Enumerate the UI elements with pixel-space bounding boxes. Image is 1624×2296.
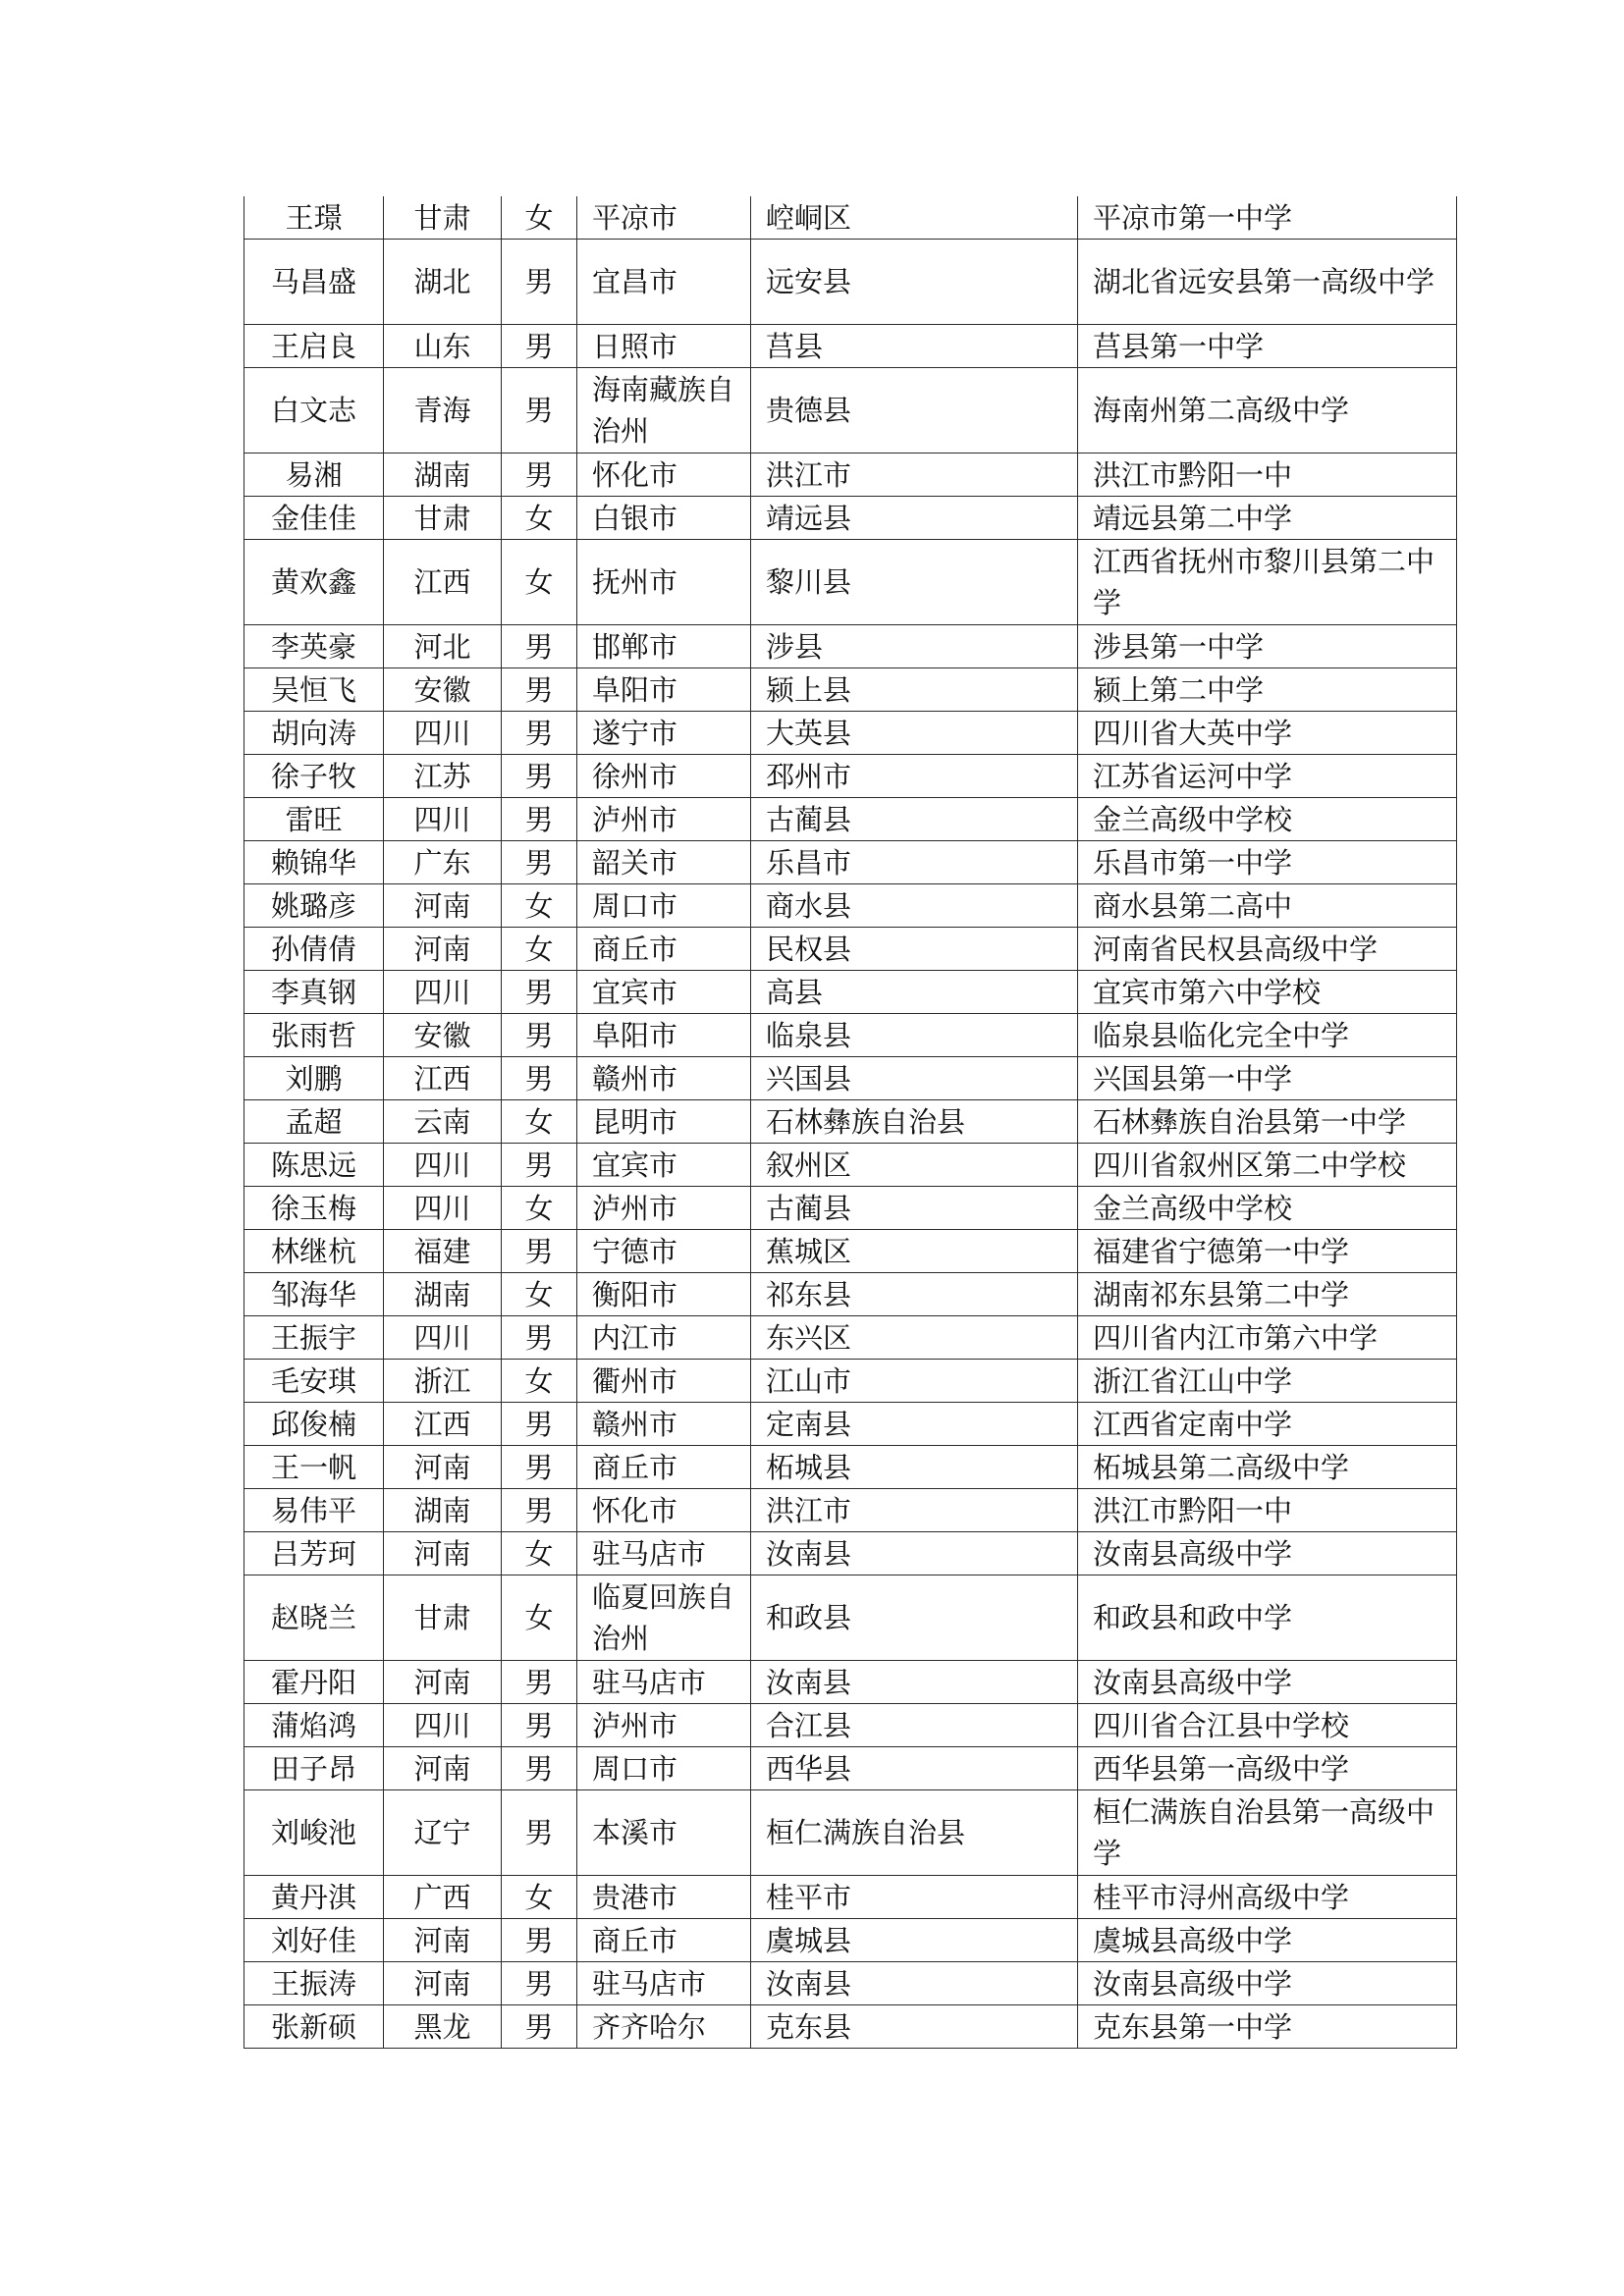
county-cell: 黎川县 xyxy=(751,540,1078,625)
gender-cell: 男 xyxy=(502,1230,577,1273)
county-cell: 蕉城区 xyxy=(751,1230,1078,1273)
county-cell: 桂平市 xyxy=(751,1876,1078,1919)
table-row xyxy=(244,2005,1457,2049)
city-cell: 泸州市 xyxy=(577,798,751,841)
name-cell: 王振宇 xyxy=(244,1316,384,1360)
gender-cell: 男 xyxy=(502,1790,577,1876)
city-cell: 徐州市 xyxy=(577,755,751,798)
city-cell: 平凉市 xyxy=(577,196,751,240)
city-cell: 驻马店市 xyxy=(577,1661,751,1704)
province-cell: 河南 xyxy=(384,1919,502,1962)
county-cell: 合江县 xyxy=(751,1704,1078,1747)
city-cell: 海南藏族自治州 xyxy=(577,368,751,454)
province-cell: 甘肃 xyxy=(384,1575,502,1661)
table-row xyxy=(244,1919,1457,1962)
gender-cell: 女 xyxy=(502,1360,577,1403)
county-cell: 古蔺县 xyxy=(751,1187,1078,1230)
table-row xyxy=(244,1100,1457,1144)
province-cell: 福建 xyxy=(384,1230,502,1273)
table-row xyxy=(244,1876,1457,1919)
school-cell: 金兰高级中学校 xyxy=(1078,1187,1457,1230)
table-row xyxy=(244,928,1457,971)
name-cell: 邹海华 xyxy=(244,1273,384,1316)
school-cell: 莒县第一中学 xyxy=(1078,325,1457,368)
city-cell: 怀化市 xyxy=(577,1489,751,1532)
name-cell: 易伟平 xyxy=(244,1489,384,1532)
county-cell: 商水县 xyxy=(751,884,1078,928)
county-cell: 西华县 xyxy=(751,1747,1078,1790)
school-cell: 四川省内江市第六中学 xyxy=(1078,1316,1457,1360)
gender-cell: 男 xyxy=(502,1661,577,1704)
school-cell: 四川省合江县中学校 xyxy=(1078,1704,1457,1747)
table-row xyxy=(244,841,1457,884)
name-cell: 吴恒飞 xyxy=(244,668,384,712)
county-cell: 靖远县 xyxy=(751,497,1078,540)
city-cell: 阜阳市 xyxy=(577,668,751,712)
gender-cell: 男 xyxy=(502,1057,577,1100)
school-cell: 洪江市黔阳一中 xyxy=(1078,1489,1457,1532)
table-row xyxy=(244,1661,1457,1704)
school-cell: 海南州第二高级中学 xyxy=(1078,368,1457,454)
province-cell: 四川 xyxy=(384,971,502,1014)
city-cell: 宁德市 xyxy=(577,1230,751,1273)
province-cell: 广西 xyxy=(384,1876,502,1919)
county-cell: 民权县 xyxy=(751,928,1078,971)
county-cell: 贵德县 xyxy=(751,368,1078,454)
school-cell: 兴国县第一中学 xyxy=(1078,1057,1457,1100)
table-row xyxy=(244,1273,1457,1316)
table-row xyxy=(244,540,1457,625)
province-cell: 安徽 xyxy=(384,1014,502,1057)
county-cell: 汝南县 xyxy=(751,1532,1078,1575)
gender-cell: 男 xyxy=(502,971,577,1014)
county-cell: 和政县 xyxy=(751,1575,1078,1661)
province-cell: 湖南 xyxy=(384,1489,502,1532)
city-cell: 衡阳市 xyxy=(577,1273,751,1316)
gender-cell: 女 xyxy=(502,1100,577,1144)
province-cell: 江西 xyxy=(384,1403,502,1446)
province-cell: 四川 xyxy=(384,712,502,755)
name-cell: 林继杭 xyxy=(244,1230,384,1273)
province-cell: 河南 xyxy=(384,1446,502,1489)
gender-cell: 男 xyxy=(502,798,577,841)
county-cell: 东兴区 xyxy=(751,1316,1078,1360)
name-cell: 吕芳珂 xyxy=(244,1532,384,1575)
gender-cell: 女 xyxy=(502,1532,577,1575)
county-cell: 克东县 xyxy=(751,2005,1078,2049)
school-cell: 河南省民权县高级中学 xyxy=(1078,928,1457,971)
school-cell: 平凉市第一中学 xyxy=(1078,196,1457,240)
province-cell: 四川 xyxy=(384,1144,502,1187)
province-cell: 山东 xyxy=(384,325,502,368)
city-cell: 商丘市 xyxy=(577,928,751,971)
gender-cell: 男 xyxy=(502,1014,577,1057)
table-row xyxy=(244,1014,1457,1057)
county-cell: 乐昌市 xyxy=(751,841,1078,884)
name-cell: 毛安琪 xyxy=(244,1360,384,1403)
gender-cell: 女 xyxy=(502,928,577,971)
gender-cell: 女 xyxy=(502,1187,577,1230)
school-cell: 湖北省远安县第一高级中学 xyxy=(1078,240,1457,325)
county-cell: 石林彝族自治县 xyxy=(751,1100,1078,1144)
gender-cell: 女 xyxy=(502,1575,577,1661)
gender-cell: 男 xyxy=(502,755,577,798)
province-cell: 河南 xyxy=(384,884,502,928)
gender-cell: 男 xyxy=(502,1704,577,1747)
gender-cell: 女 xyxy=(502,1273,577,1316)
city-cell: 泸州市 xyxy=(577,1704,751,1747)
table-row xyxy=(244,1790,1457,1876)
school-cell: 西华县第一高级中学 xyxy=(1078,1747,1457,1790)
province-cell: 黑龙 xyxy=(384,2005,502,2049)
county-cell: 汝南县 xyxy=(751,1962,1078,2005)
gender-cell: 男 xyxy=(502,454,577,497)
name-cell: 赵晓兰 xyxy=(244,1575,384,1661)
name-cell: 黄丹淇 xyxy=(244,1876,384,1919)
school-cell: 虞城县高级中学 xyxy=(1078,1919,1457,1962)
gender-cell: 男 xyxy=(502,841,577,884)
city-cell: 昆明市 xyxy=(577,1100,751,1144)
name-cell: 王璟 xyxy=(244,196,384,240)
gender-cell: 男 xyxy=(502,1489,577,1532)
name-cell: 徐玉梅 xyxy=(244,1187,384,1230)
name-cell: 胡向涛 xyxy=(244,712,384,755)
province-cell: 河南 xyxy=(384,1747,502,1790)
gender-cell: 男 xyxy=(502,712,577,755)
city-cell: 贵港市 xyxy=(577,1876,751,1919)
name-cell: 徐子牧 xyxy=(244,755,384,798)
name-cell: 金佳佳 xyxy=(244,497,384,540)
province-cell: 河南 xyxy=(384,1661,502,1704)
table-row xyxy=(244,1747,1457,1790)
name-cell: 白文志 xyxy=(244,368,384,454)
province-cell: 青海 xyxy=(384,368,502,454)
county-cell: 祁东县 xyxy=(751,1273,1078,1316)
city-cell: 衢州市 xyxy=(577,1360,751,1403)
school-cell: 克东县第一中学 xyxy=(1078,2005,1457,2049)
school-cell: 颍上第二中学 xyxy=(1078,668,1457,712)
county-cell: 崆峒区 xyxy=(751,196,1078,240)
name-cell: 王振涛 xyxy=(244,1962,384,2005)
school-cell: 江苏省运河中学 xyxy=(1078,755,1457,798)
gender-cell: 男 xyxy=(502,1316,577,1360)
province-cell: 河南 xyxy=(384,1962,502,2005)
province-cell: 四川 xyxy=(384,1316,502,1360)
city-cell: 日照市 xyxy=(577,325,751,368)
city-cell: 驻马店市 xyxy=(577,1532,751,1575)
name-cell: 马昌盛 xyxy=(244,240,384,325)
name-cell: 王启良 xyxy=(244,325,384,368)
name-cell: 蒲焰鸿 xyxy=(244,1704,384,1747)
gender-cell: 男 xyxy=(502,1403,577,1446)
city-cell: 邯郸市 xyxy=(577,625,751,668)
name-cell: 邱俊楠 xyxy=(244,1403,384,1446)
school-cell: 福建省宁德第一中学 xyxy=(1078,1230,1457,1273)
table-row xyxy=(244,1403,1457,1446)
school-cell: 江西省定南中学 xyxy=(1078,1403,1457,1446)
table-row xyxy=(244,884,1457,928)
school-cell: 汝南县高级中学 xyxy=(1078,1532,1457,1575)
table-row xyxy=(244,1532,1457,1575)
school-cell: 宜宾市第六中学校 xyxy=(1078,971,1457,1014)
school-cell: 柘城县第二高级中学 xyxy=(1078,1446,1457,1489)
gender-cell: 男 xyxy=(502,2005,577,2049)
table-row xyxy=(244,368,1457,454)
name-cell: 易湘 xyxy=(244,454,384,497)
city-cell: 周口市 xyxy=(577,884,751,928)
city-cell: 齐齐哈尔 xyxy=(577,2005,751,2049)
city-cell: 本溪市 xyxy=(577,1790,751,1876)
province-cell: 辽宁 xyxy=(384,1790,502,1876)
name-cell: 田子昂 xyxy=(244,1747,384,1790)
school-cell: 和政县和政中学 xyxy=(1078,1575,1457,1661)
province-cell: 四川 xyxy=(384,798,502,841)
school-cell: 石林彝族自治县第一中学 xyxy=(1078,1100,1457,1144)
city-cell: 临夏回族自治州 xyxy=(577,1575,751,1661)
province-cell: 河南 xyxy=(384,928,502,971)
table-row xyxy=(244,971,1457,1014)
province-cell: 湖南 xyxy=(384,1273,502,1316)
county-cell: 虞城县 xyxy=(751,1919,1078,1962)
school-cell: 洪江市黔阳一中 xyxy=(1078,454,1457,497)
province-cell: 广东 xyxy=(384,841,502,884)
school-cell: 四川省大英中学 xyxy=(1078,712,1457,755)
city-cell: 周口市 xyxy=(577,1747,751,1790)
school-cell: 湖南祁东县第二中学 xyxy=(1078,1273,1457,1316)
city-cell: 宜宾市 xyxy=(577,1144,751,1187)
table-row xyxy=(244,1360,1457,1403)
province-cell: 四川 xyxy=(384,1187,502,1230)
student-roster-table xyxy=(244,196,1457,2049)
gender-cell: 女 xyxy=(502,540,577,625)
name-cell: 刘峻池 xyxy=(244,1790,384,1876)
name-cell: 王一帆 xyxy=(244,1446,384,1489)
city-cell: 商丘市 xyxy=(577,1919,751,1962)
school-cell: 商水县第二高中 xyxy=(1078,884,1457,928)
table-row xyxy=(244,497,1457,540)
province-cell: 江西 xyxy=(384,540,502,625)
school-cell: 靖远县第二中学 xyxy=(1078,497,1457,540)
name-cell: 李真钢 xyxy=(244,971,384,1014)
table-row xyxy=(244,196,1457,240)
name-cell: 黄欢鑫 xyxy=(244,540,384,625)
province-cell: 河南 xyxy=(384,1532,502,1575)
county-cell: 涉县 xyxy=(751,625,1078,668)
city-cell: 商丘市 xyxy=(577,1446,751,1489)
province-cell: 甘肃 xyxy=(384,196,502,240)
school-cell: 金兰高级中学校 xyxy=(1078,798,1457,841)
table-row xyxy=(244,712,1457,755)
school-cell: 江西省抚州市黎川县第二中学 xyxy=(1078,540,1457,625)
school-cell: 桂平市浔州高级中学 xyxy=(1078,1876,1457,1919)
school-cell: 涉县第一中学 xyxy=(1078,625,1457,668)
city-cell: 阜阳市 xyxy=(577,1014,751,1057)
county-cell: 高县 xyxy=(751,971,1078,1014)
province-cell: 四川 xyxy=(384,1704,502,1747)
gender-cell: 女 xyxy=(502,1876,577,1919)
name-cell: 孟超 xyxy=(244,1100,384,1144)
gender-cell: 女 xyxy=(502,497,577,540)
city-cell: 宜宾市 xyxy=(577,971,751,1014)
school-cell: 桓仁满族自治县第一高级中学 xyxy=(1078,1790,1457,1876)
province-cell: 河北 xyxy=(384,625,502,668)
table-row xyxy=(244,1187,1457,1230)
county-cell: 桓仁满族自治县 xyxy=(751,1790,1078,1876)
city-cell: 遂宁市 xyxy=(577,712,751,755)
name-cell: 张新硕 xyxy=(244,2005,384,2049)
county-cell: 洪江市 xyxy=(751,1489,1078,1532)
city-cell: 白银市 xyxy=(577,497,751,540)
gender-cell: 男 xyxy=(502,325,577,368)
name-cell: 霍丹阳 xyxy=(244,1661,384,1704)
table-row xyxy=(244,1575,1457,1661)
city-cell: 赣州市 xyxy=(577,1403,751,1446)
province-cell: 湖北 xyxy=(384,240,502,325)
table-row xyxy=(244,325,1457,368)
gender-cell: 男 xyxy=(502,1919,577,1962)
province-cell: 江西 xyxy=(384,1057,502,1100)
county-cell: 古蔺县 xyxy=(751,798,1078,841)
table-row xyxy=(244,1230,1457,1273)
county-cell: 大英县 xyxy=(751,712,1078,755)
gender-cell: 女 xyxy=(502,196,577,240)
table-row xyxy=(244,755,1457,798)
county-cell: 汝南县 xyxy=(751,1661,1078,1704)
table-row xyxy=(244,668,1457,712)
table-row xyxy=(244,1144,1457,1187)
gender-cell: 男 xyxy=(502,1747,577,1790)
province-cell: 云南 xyxy=(384,1100,502,1144)
gender-cell: 男 xyxy=(502,1144,577,1187)
name-cell: 孙倩倩 xyxy=(244,928,384,971)
county-cell: 江山市 xyxy=(751,1360,1078,1403)
name-cell: 张雨哲 xyxy=(244,1014,384,1057)
school-cell: 四川省叙州区第二中学校 xyxy=(1078,1144,1457,1187)
county-cell: 洪江市 xyxy=(751,454,1078,497)
table-row xyxy=(244,1316,1457,1360)
table-row xyxy=(244,1704,1457,1747)
roster-body xyxy=(244,196,1457,2049)
county-cell: 定南县 xyxy=(751,1403,1078,1446)
table-row xyxy=(244,1962,1457,2005)
name-cell: 刘鹏 xyxy=(244,1057,384,1100)
city-cell: 驻马店市 xyxy=(577,1962,751,2005)
table-row xyxy=(244,798,1457,841)
gender-cell: 男 xyxy=(502,1962,577,2005)
name-cell: 赖锦华 xyxy=(244,841,384,884)
city-cell: 怀化市 xyxy=(577,454,751,497)
county-cell: 叙州区 xyxy=(751,1144,1078,1187)
name-cell: 陈思远 xyxy=(244,1144,384,1187)
city-cell: 赣州市 xyxy=(577,1057,751,1100)
table-row xyxy=(244,240,1457,325)
school-cell: 乐昌市第一中学 xyxy=(1078,841,1457,884)
county-cell: 远安县 xyxy=(751,240,1078,325)
school-cell: 浙江省江山中学 xyxy=(1078,1360,1457,1403)
county-cell: 颍上县 xyxy=(751,668,1078,712)
county-cell: 兴国县 xyxy=(751,1057,1078,1100)
name-cell: 刘好佳 xyxy=(244,1919,384,1962)
county-cell: 柘城县 xyxy=(751,1446,1078,1489)
school-cell: 汝南县高级中学 xyxy=(1078,1962,1457,2005)
gender-cell: 男 xyxy=(502,240,577,325)
county-cell: 邳州市 xyxy=(751,755,1078,798)
gender-cell: 男 xyxy=(502,668,577,712)
county-cell: 莒县 xyxy=(751,325,1078,368)
province-cell: 甘肃 xyxy=(384,497,502,540)
city-cell: 内江市 xyxy=(577,1316,751,1360)
province-cell: 湖南 xyxy=(384,454,502,497)
school-cell: 临泉县临化完全中学 xyxy=(1078,1014,1457,1057)
city-cell: 韶关市 xyxy=(577,841,751,884)
school-cell: 汝南县高级中学 xyxy=(1078,1661,1457,1704)
province-cell: 江苏 xyxy=(384,755,502,798)
province-cell: 安徽 xyxy=(384,668,502,712)
province-cell: 浙江 xyxy=(384,1360,502,1403)
table-row xyxy=(244,625,1457,668)
gender-cell: 男 xyxy=(502,1446,577,1489)
gender-cell: 女 xyxy=(502,884,577,928)
name-cell: 李英豪 xyxy=(244,625,384,668)
name-cell: 姚璐彦 xyxy=(244,884,384,928)
county-cell: 临泉县 xyxy=(751,1014,1078,1057)
gender-cell: 男 xyxy=(502,625,577,668)
table-row xyxy=(244,454,1457,497)
city-cell: 抚州市 xyxy=(577,540,751,625)
table-row xyxy=(244,1057,1457,1100)
city-cell: 泸州市 xyxy=(577,1187,751,1230)
table-row xyxy=(244,1446,1457,1489)
table-row xyxy=(244,1489,1457,1532)
city-cell: 宜昌市 xyxy=(577,240,751,325)
gender-cell: 男 xyxy=(502,368,577,454)
name-cell: 雷旺 xyxy=(244,798,384,841)
